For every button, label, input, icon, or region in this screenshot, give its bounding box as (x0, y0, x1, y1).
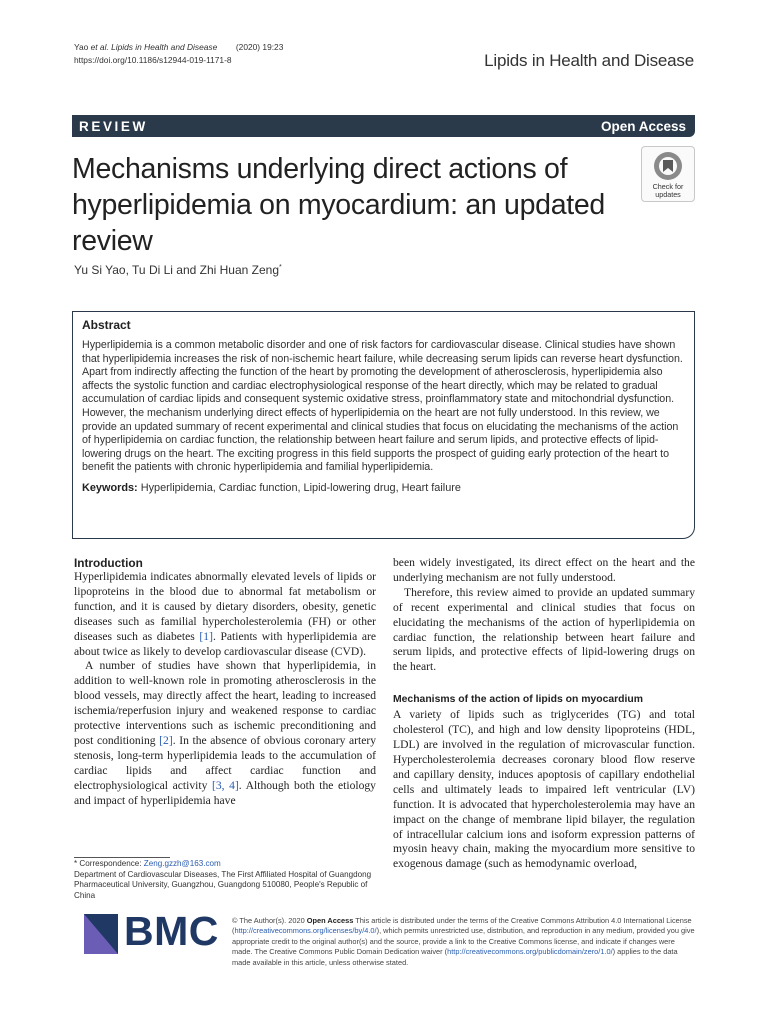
right-column (393, 556, 695, 872)
left-column (74, 556, 376, 809)
intro-p2-text-a: A number of studies have shown that hyperlipidemia, in addition to well-known role in promoting atherosclerosis in the blood vessels, may directly affect the heart, leading to increased ischemia/reperfusion injury and weakened response to cardiac protective interventions such as ischemic preconditioning and post conditioning (74, 659, 376, 747)
check-updates-line1: Check for (652, 182, 684, 191)
license-open-access: Open Access (306, 916, 354, 925)
cc-by-link[interactable]: http://creativecommons.org/licenses/by/4.0/ (234, 926, 377, 936)
intro-p2-text-b: . In the absence of obvious coronary artery stenosis, long-term hyperlipidemia leads to the accumulation of cardiac lipids and affect cardiac function and electrophysiological activity (74, 733, 377, 792)
license-statement (232, 916, 695, 968)
abstract-heading: Abstract (82, 318, 131, 332)
journal-name: Lipids in Health and Disease (484, 51, 694, 70)
correspondence-footnote (74, 859, 376, 901)
citation-ref-1[interactable]: [1] (199, 629, 213, 643)
intro-p2-text-c: . Although both the etiology and impact of hyperlipidemia have (74, 778, 376, 807)
article-title: Mechanisms underlying direct actions of hyperlipidemia on myocardium: an updated review (72, 153, 605, 257)
check-updates-line2: updates (655, 189, 681, 199)
correspondence-label: * Correspondence: (74, 859, 144, 868)
keywords (82, 481, 685, 495)
corresponding-mark: * (279, 264, 282, 271)
citation-prefix: Yao (74, 42, 91, 52)
license-text-1: This article is distributed under the terms of the Creative Commons Attribution 4.0 International License ( (232, 916, 692, 936)
intro-paragraph-3: Therefore, this review aimed to provide an updated summary of recent experimental and clinical studies that focus on elucidating the mechanisms of the action of hyperlipidemia on cardiac function, the relationship between heart failure and serum lipids, and protective effects of lipid-lowering drugs on the heart. (393, 585, 695, 674)
citation-info (74, 41, 283, 66)
bmc-logo-text: BMC (124, 908, 219, 954)
abstract-box (72, 311, 695, 539)
footnote-divider (74, 857, 170, 858)
keywords-label: Keywords: (82, 481, 138, 494)
keywords-list: Hyperlipidemia, Cardiac function, Lipid-lowering drug, Heart failure (140, 481, 461, 494)
article-type-band (72, 115, 695, 137)
affiliation: Department of Cardiovascular Diseases, The First Affiliated Hospital of Guangdong Pharmaceutical University, Guangzhou, Guangdong 510080, People's Republic of China (74, 869, 372, 900)
check-for-updates-badge[interactable] (641, 146, 695, 202)
cc-zero-link[interactable]: http://creativecommons.org/publicdomain/zero/1.0/ (447, 947, 613, 957)
citation-ref-3-4[interactable]: [3, 4] (211, 778, 239, 792)
author-list (74, 263, 282, 277)
intro-p1-text-b: . Patients with hyperlipidemia are about twice as likely to develop cardiovascular disease (CVD). (74, 629, 377, 658)
abstract-body: Hyperlipidemia is a common metabolic disorder and one of risk factors for cardiovascular disease. Clinical studies have shown that hyperlipidemia increases the risk of non-ischemic heart failure, while decreasing serum lipids can reverse heart dysfunction. Apart from indirectly affecting the function of the heart by promoting the development of atherosclerosis, hyperlipidemia also affects the systolic function and cardiac electrophysiological response of the heart directly, which may be related to gradual accumulation of cardiac lipids and consequent systemic oxidative stress, proinflammatory state and mitochondrial dysfunction. However, the mechanism underlying direct effects of hyperlipidemia on the heart are not fully understood. In this review, we provide an updated summary of recent experimental and clinical studies that focus on elucidating the mechanisms of the action of hyperlipidemia on cardiac function, the relationship between heart failure and serum lipids, and protective effects of lipid-lowering drugs on the heart. The exciting progress in this field supports the prospect of guiding early protection of the heart to benefit the patients with chronic hyperlipidemia and familial hyperlipidemia. (82, 339, 683, 474)
intro-paragraph-2-cont: been widely investigated, its direct effect on the heart and the underlying mechanism are not fully understood. (393, 556, 695, 584)
citation-journal: et al. Lipids in Health and Disease (90, 42, 218, 52)
citation-year: (2020) 19:23 (235, 42, 284, 52)
correspondence-email[interactable]: Zeng.gzzh@163.com (143, 859, 221, 868)
intro-p1-text-a: Hyperlipidemia indicates abnormally elevated levels of lipids or lipoproteins in the blood due to abnormal fat metabolism or function, and it is caused by dietary disorders, obesity, genetic diseases such as familial hypercholesterolemia (FH) or other diseases such as diabetes (74, 570, 376, 643)
introduction-heading: Introduction (74, 556, 143, 570)
license-copyright: © The Author(s). 2020 (232, 916, 307, 925)
license-text-2: ), which permits unrestricted use, distribution, and reproduction in any medium, provided you give appropriate credit to the original author(s) and the source, provide a link to the Creative Commons license, and indicate if changes were made. The Creative Commons Public Domain Dedication waiver ( (232, 926, 695, 957)
article-type: REVIEW (79, 118, 148, 134)
citation-ref-2[interactable]: [2] (159, 733, 173, 747)
license-text-3: ) applies to the data made available in this article, unless otherwise stated. (232, 947, 678, 967)
mechanisms-paragraph-1: A variety of lipids such as triglycerides (TG) and total cholesterol (TC), and high and low density lipoproteins (HDL, LDL) are involved in the regulation of microvascular function. Hypercholesterolemia decreases coronary blood flow reserve and capillary density, induces apoptosis of capillary endothelial cells and ultimately leads to impaired left ventricular (LV) function. It is advocated that hypercholesterolemia may have an impact on the change of membrane lipid bilayer, the regulation of intracellular calcium ions and isoform expression patterns of myosin heavy chain, making the myocardium more sensitive to exogenous damage (such as hemodynamic overload, (393, 708, 695, 871)
authors-text: Yu Si Yao, Tu Di Li and Zhi Huan Zeng (74, 263, 280, 277)
open-access-label: Open Access (600, 118, 686, 134)
intro-paragraph-2 (74, 659, 376, 808)
doi-link[interactable]: https://doi.org/10.1186/s12944-019-1171-8 (74, 54, 232, 65)
intro-paragraph-1 (74, 570, 376, 659)
mechanisms-heading: Mechanisms of the action of lipids on myocardium (393, 694, 643, 706)
check-updates-icon (653, 151, 683, 181)
